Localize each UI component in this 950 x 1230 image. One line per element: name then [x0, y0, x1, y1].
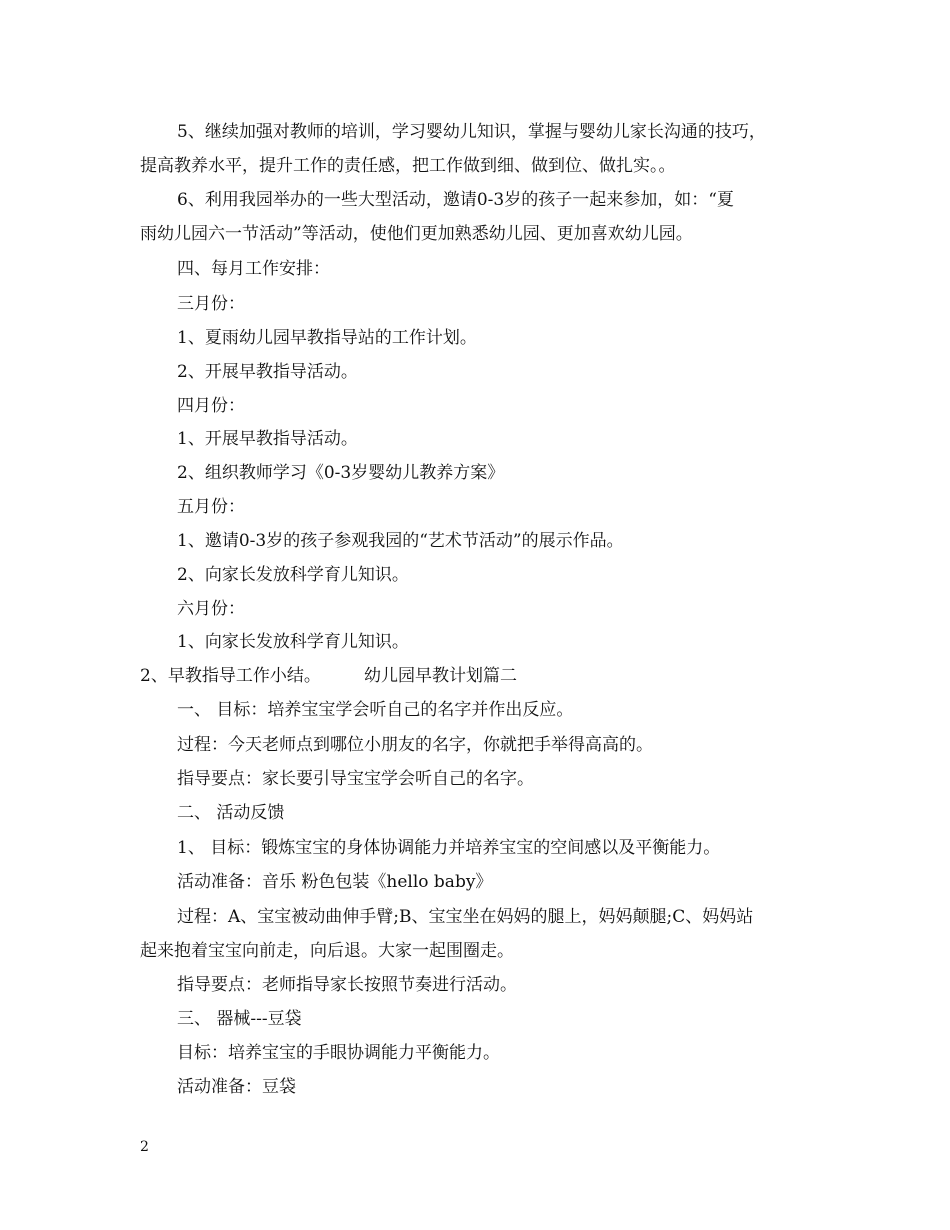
section-heading: 二、 活动反馈 — [177, 803, 285, 823]
paragraph-line: 提高教养水平，提升工作的责任感，把工作做到细、做到位、做扎实。。 — [140, 156, 676, 176]
section-heading: 四、每月工作安排： — [177, 259, 330, 279]
list-item: 1、夏雨幼儿园早教指导站的工作计划。 — [177, 328, 477, 348]
paragraph-line: 过程：今天老师点到哪位小朋友的名字，你就把手举得高高的。 — [177, 735, 653, 755]
list-item: 1、向家长发放科学育儿知识。 — [177, 632, 409, 652]
list-item: 2、组织教师学习《0-3岁婴幼儿教养方案》 — [177, 463, 505, 483]
paragraph-line: 活动准备：豆袋 — [177, 1077, 296, 1097]
month-heading: 六月份： — [177, 599, 245, 619]
list-item: 1、邀请0-3岁的孩子参观我园的“艺术节活动”的展示作品。 — [177, 531, 624, 551]
list-item: 1、开展早教指导活动。 — [177, 429, 358, 449]
paragraph-line: 起来抱着宝宝向前走，向后退。大家一起围圈走。 — [140, 941, 514, 961]
paragraph-line: 1、 目标：锻炼宝宝的身体协调能力并培养宝宝的空间感以及平衡能力。 — [177, 838, 721, 858]
paragraph-line: 指导要点：家长要引导宝宝学会听自己的名字。 — [177, 769, 534, 789]
paragraph-line: 指导要点：老师指导家长按照节奏进行活动。 — [177, 975, 517, 995]
paragraph-line: 雨幼儿园六一节活动”等活动，使他们更加熟悉幼儿园、更加喜欢幼儿园。 — [140, 224, 693, 244]
list-item-with-title: 2、早教指导工作小结。 幼儿园早教计划篇二 — [140, 666, 518, 686]
paragraph-line: 一、 目标：培养宝宝学会听自己的名字并作出反应。 — [177, 700, 574, 720]
paragraph-line: 6、利用我园举办的一些大型活动，邀请0-3岁的孩子一起来参加，如：“夏 — [177, 190, 734, 210]
paragraph-line: 活动准备：音乐 粉色包装《hello baby》 — [177, 872, 493, 892]
page-number: 2 — [140, 1139, 149, 1155]
paragraph-line: 过程：A、宝宝被动曲伸手臂;B、宝宝坐在妈妈的腿上，妈妈颠腿;C、妈妈站 — [177, 907, 754, 927]
month-heading: 四月份： — [177, 396, 245, 416]
paragraph-line: 5、继续加强对教师的培训，学习婴幼儿知识，掌握与婴幼儿家长沟通的技巧， — [177, 122, 766, 142]
month-heading: 三月份： — [177, 294, 245, 314]
list-item: 2、向家长发放科学育儿知识。 — [177, 565, 409, 585]
month-heading: 五月份： — [177, 497, 245, 517]
paragraph-line: 目标：培养宝宝的手眼协调能力平衡能力。 — [177, 1043, 500, 1063]
section-heading: 三、 器械---豆袋 — [177, 1009, 302, 1029]
list-item: 2、开展早教指导活动。 — [177, 362, 358, 382]
